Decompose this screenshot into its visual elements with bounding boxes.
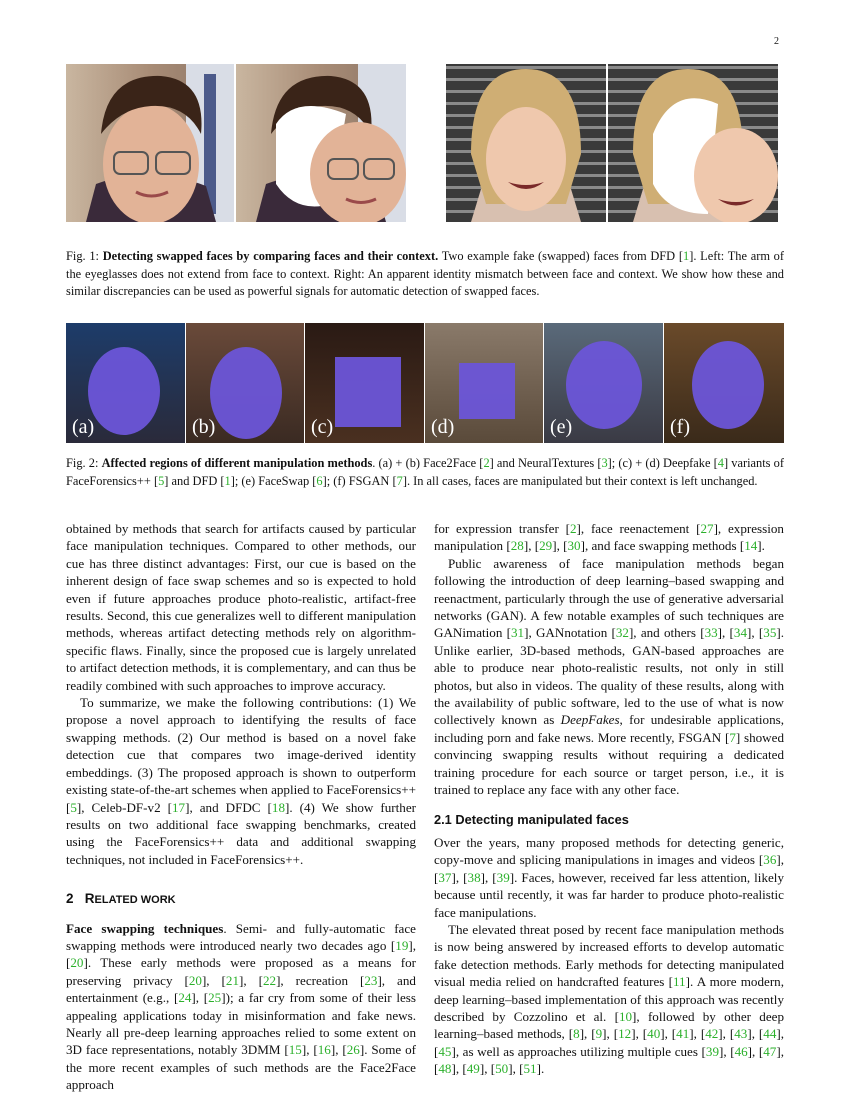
man-face-cutout-illustration — [236, 64, 406, 222]
fig2-text: . (a) + (b) Face2Face [2] and NeuralTextures [3]; (c) + (d) Deepfake [4] variants of FaceForensics++ [5] and DFD [1]; (e) FaceSwap [6]; (f) FSGAN [7]. In all cases, faces are manipulated but their context is left unchanged. — [66, 456, 784, 488]
face-swapping-techniques-lead: Face swapping techniques — [66, 920, 224, 936]
woman-face-illustration — [446, 64, 606, 222]
fig1-photo-man-context — [236, 64, 406, 222]
fig2-title: Affected regions of different manipulation methods — [101, 456, 373, 470]
left-paragraph-3 — [66, 920, 416, 1094]
panel-label-c: (c) — [311, 416, 334, 438]
fig1-text: Two example fake (swapped) faces from DFD [1]. Left: The arm of the eyeglasses does not extend from face to context. Right: An apparent identity mismatch between face and context. We show how these and similar discrepancies can be used as powerful signals for automatic detection of swapped faces. — [66, 249, 785, 298]
fig1-label: Fig. 1: — [66, 249, 99, 263]
man-face-illustration — [66, 64, 234, 222]
fig1-photo-man-original — [66, 64, 234, 222]
woman-face-cutout-illustration — [608, 64, 778, 222]
right-paragraph-2: Public awareness of face manipulation methods began following the introduction of deep learning–based swapping and reenactment, particularly through the use of generative adversarial networks (GAN). A few notable examples of such techniques are GANimation [31], GANnotation [32], and others [33], [34], [35]. Unlike earlier, 3D-based methods, GAN-based approaches are able to produce near photo-realistic results, not only in still photos, but also in videos. The quality of these results, along with the availability of public software, led to the use of what is now collectively known as DeepFakes, for undesirable applications, including porn and fake news. More recently, FSGAN [7] showed convincing swapping results without requiring a dedicated training procedure for each source or target person, i.e., it is trained to replace any face with any other face. — [434, 555, 785, 798]
left-paragraph-1: obtained by methods that search for artifacts caused by particular face manipulation techniques. Compared to other methods, our cue has three distinct advantages: First, our cue is based on the inherent design of face swap schemes and so is expected to hold even if future approaches produce photo-realistic, artifact-free results. Second, this cue generalizes well to different manipulation methods, whereas artifact detecting methods rely on algorithm-specific flaws. Finally, since the proposed cue is largely unrelated to artifact detection methods, it is complementary, and can thus be readily combined with such approaches to improve accuracy. — [66, 521, 416, 693]
fig2-panel-e — [544, 323, 663, 443]
page-number: 2 — [774, 36, 779, 47]
section-title-initial: R — [84, 891, 95, 907]
fig1-photo-woman-original — [446, 64, 606, 222]
fig2-panel-a — [66, 323, 185, 443]
fig1-caption — [66, 248, 784, 301]
right-paragraph-1: for expression transfer [2], face reenactement [27], expression manipulation [28], [29], [30], and face swapping methods [14]. — [434, 521, 784, 554]
panel-label-f: (f) — [670, 416, 690, 438]
fig2-panel-f — [664, 323, 784, 443]
panel-label-a: (a) — [72, 416, 95, 438]
right-paragraph-3: Over the years, many proposed methods for detecting generic, copy-move and splicing manipulations in images and videos [36], [37], [38], [39]. Faces, however, received far less attention, likely because until recently, it was far harder to produce photo-realistic face manipulations. — [434, 834, 784, 920]
section-heading-related-work — [66, 890, 416, 909]
subsection-heading: 2.1 Detecting manipulated faces — [434, 811, 629, 827]
fig2-panel-c — [305, 323, 424, 443]
fig2-label: Fig. 2: — [66, 456, 99, 470]
fig2-caption — [66, 455, 784, 490]
panel-label-d: (d) — [431, 416, 455, 438]
right-column — [434, 520, 784, 1078]
panel-label-e: (e) — [550, 416, 573, 438]
panel-label-b: (b) — [192, 416, 216, 438]
left-paragraph-2: To summarize, we make the following contributions: (1) We propose a novel approach to identifying the results of face swapping methods. (2) Our method is based on a novel fake detection cue that compares two image-derived identity embeddings. (3) The proposed approach is shown to outperform existing state-of-the-art schemes when applied to FaceForensics++ [5], Celeb-DF-v2 [17], and DFDC [18]. (4) We show further results on two additional face swapping benchmarks, created using the FaceForensics++ data and additional swapping techniques, not included in FaceForensics++. — [66, 695, 417, 867]
section-title-rest: ELATED WORK — [94, 894, 176, 907]
fig1-title: Detecting swapped faces by comparing faces and their context. — [102, 249, 439, 263]
fig2-panel-d — [425, 323, 543, 443]
left-paragraph-3-text: . Semi- and fully-automatic face swapping methods were introduced nearly two decades ago [19], [20]. These early methods were proposed as a means for preserving privacy [20], [21], [22], recreation [23], and entertainment (e.g., [24], [25]); a far cry from some of their less appealing applications today in misinformation and fake news. Nearly all pre-deep learning approaches relied to some extent on 3D face representations, notably 3DMM [15], [16], [26]. Some of the more recent examples of such methods are the Face2Face approach — [66, 920, 417, 1093]
fig2-panel-b — [186, 323, 304, 443]
left-column — [66, 520, 416, 1094]
section-number: 2 — [66, 891, 74, 907]
right-paragraph-4: The elevated threat posed by recent face manipulation methods is now being answered by increased efforts to develop automatic fake detection methods. Early methods for detecting manipulated visual media relied on handcrafted features [11]. A more modern, deep learning–based implementation of this approach was recently described by Cozzolino et al. [10], followed by other deep learning–based methods, [8], [9], [12], [40], [41], [42], [43], [44], [45], as well as approaches utilizing multiple cues [39], [46], [47], [48], [49], [50], [51]. — [434, 921, 784, 1077]
fig1-photo-woman-context — [608, 64, 778, 222]
